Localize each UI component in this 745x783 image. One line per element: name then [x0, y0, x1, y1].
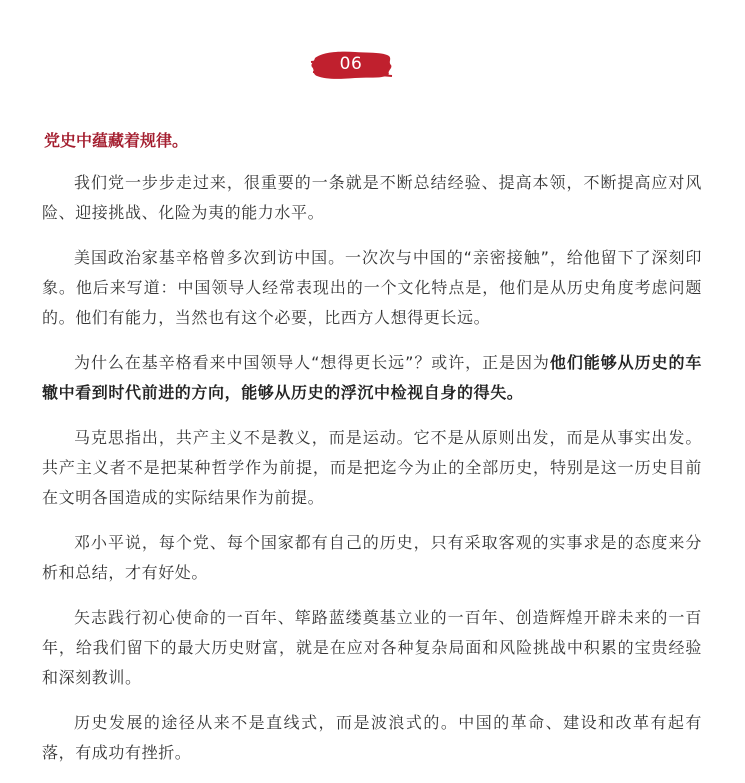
paragraph-2 [42, 243, 702, 333]
paragraph-text: 马克思指出，共产主义不是教义，而是运动。它不是从原则出发，而是从事实出发。共产主义者不是把某种哲学作为前提，而是把迄今为止的全部历史，特别是这一历史目前在文明各国造成的实际结果作为前提。 [42, 428, 702, 507]
paragraph-text: 为什么在基辛格看来中国领导人“想得更长远”？或许，正是因为 [74, 353, 550, 372]
paragraph-4 [42, 423, 702, 513]
section-number: 06 [339, 54, 363, 74]
paragraph-7 [42, 708, 702, 768]
section-number-badge [309, 48, 393, 82]
paragraph-3 [42, 348, 702, 408]
paragraph-text: 我们党一步步走过来，很重要的一条就是不断总结经验、提高本领，不断提高应对风险、迎接挑战、化险为夷的能力水平。 [42, 173, 702, 222]
paragraph-text: 美国政治家基辛格曾多次到访中国。一次次与中国的“亲密接触”，给他留下了深刻印象。他后来写道：中国领导人经常表现出的一个文化特点是，他们是从历史角度考虑问题的。他们有能力，当然也有这个必要，比西方人想得更长远。 [42, 248, 702, 327]
paragraph-text: 邓小平说，每个党、每个国家都有自己的历史，只有采取客观的实事求是的态度来分析和总结，才有好处。 [42, 533, 702, 582]
paragraph-bold-text: 他们能够从历史的车辙中看到时代前进的方向，能够从历史的浮沉中检视自身的得失。 [42, 353, 703, 402]
paragraph-5 [42, 528, 702, 588]
paragraph-text: 历史发展的途径从来不是直线式，而是波浪式的。中国的革命、建设和改革有起有落，有成功有挫折。 [42, 713, 702, 762]
paragraph-1 [42, 168, 702, 228]
section-heading: 党史中蕴藏着规律。 [44, 131, 189, 150]
article-body [42, 126, 702, 783]
paragraph-text: 矢志践行初心使命的一百年、筚路蓝缕奠基立业的一百年、创造辉煌开辟未来的一百年，给我们留下的最大历史财富，就是在应对各种复杂局面和风险挑战中积累的宝贵经验和深刻教训。 [42, 608, 702, 687]
paragraph-6 [42, 603, 702, 693]
